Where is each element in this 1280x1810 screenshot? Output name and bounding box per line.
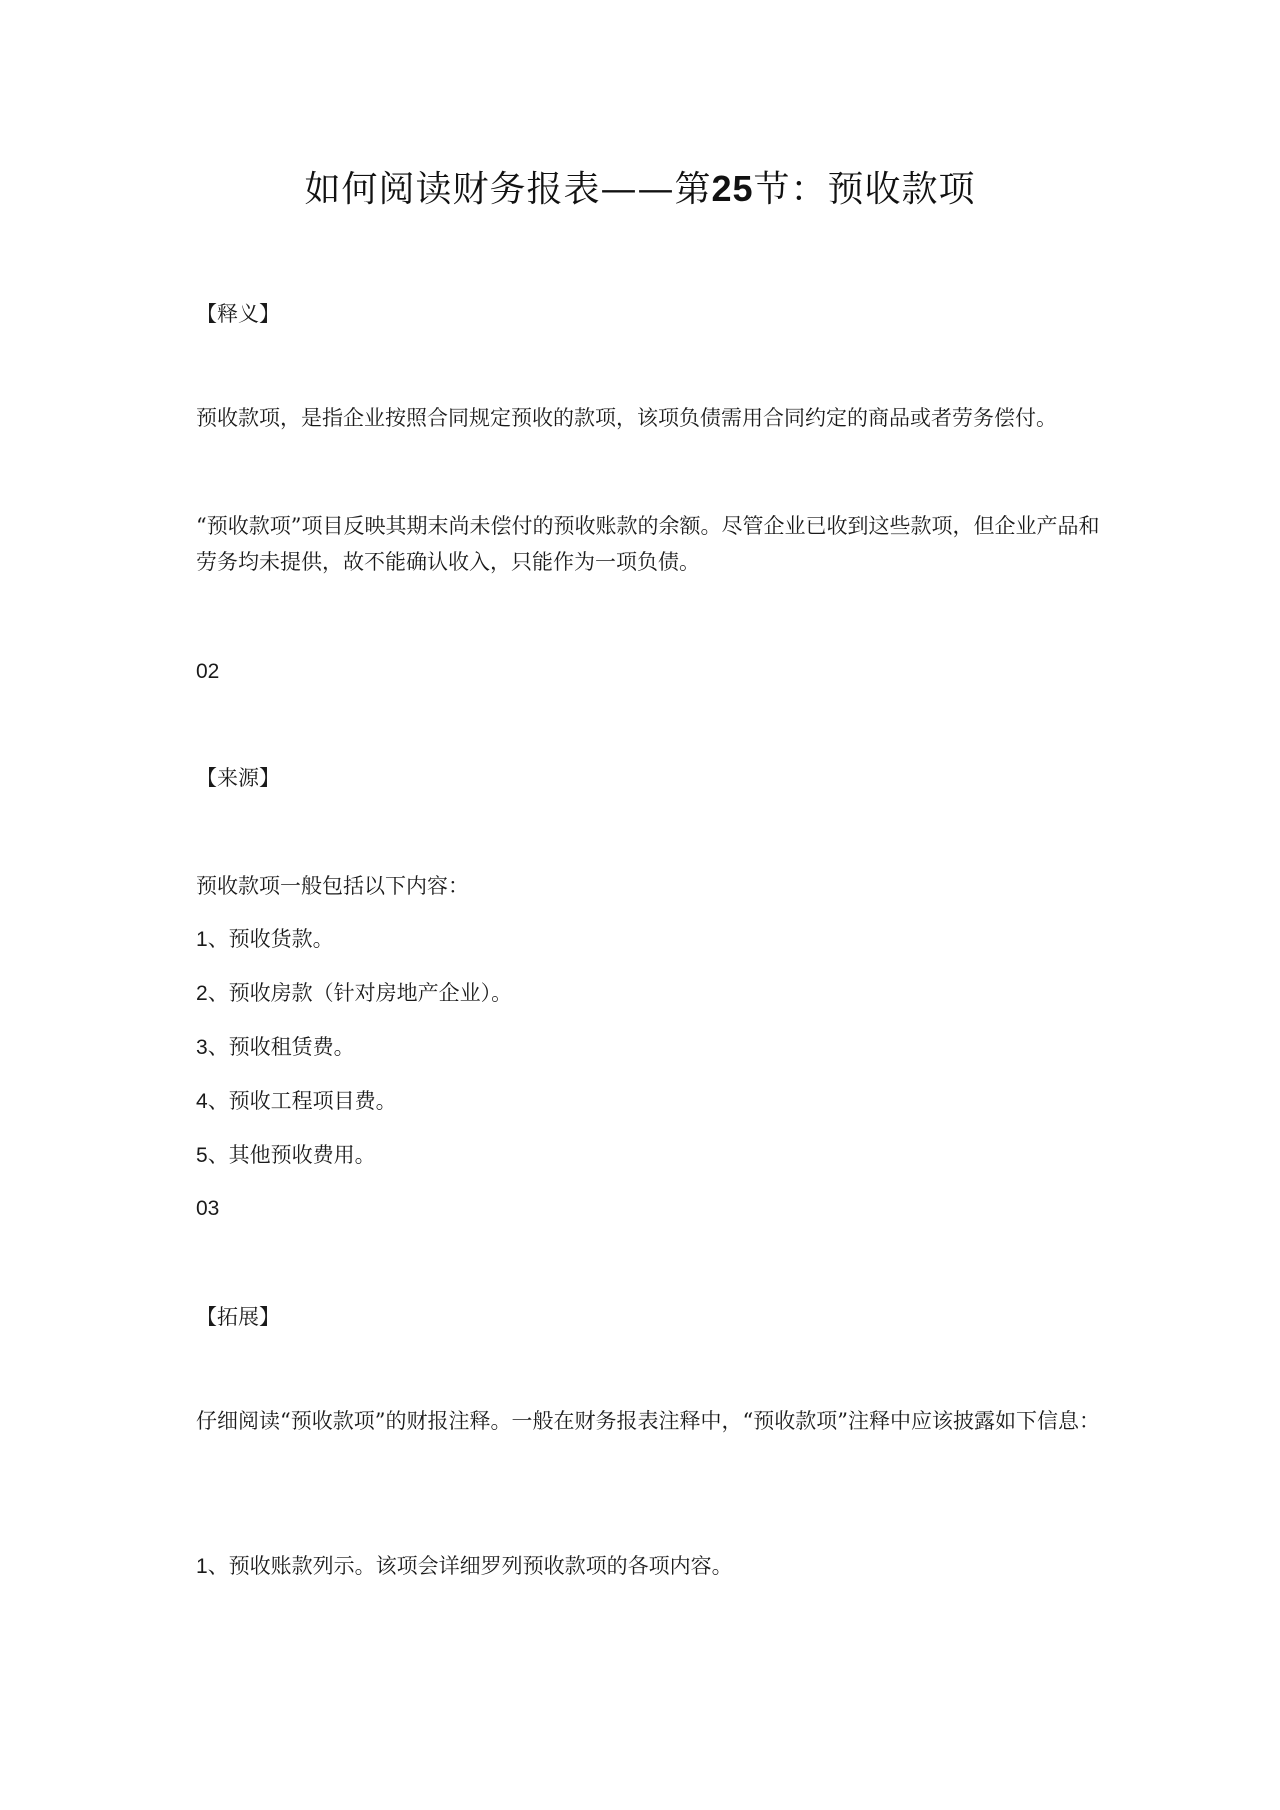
list-item-number: 2 [196,982,208,1005]
list-item [196,1029,1096,1066]
title-prefix: 如何阅读财务报表——第 [304,169,712,210]
title-suffix: 节：预收款项 [753,169,976,210]
list-item [196,921,1096,958]
list-item-number: 1 [196,928,208,951]
list-item-number: 1 [196,1555,208,1578]
section-marker-02: 02 [196,660,220,683]
list-item-number: 4 [196,1090,208,1113]
list-item-text: 、预收货款。 [207,927,334,951]
list-item-text: 、预收房款（针对房地产企业）。 [207,981,513,1005]
section-heading-definition: 【释义】 [196,302,280,326]
definition-paragraph-1: 预收款项，是指企业按照合同规定预收的款项，该项负债需用合同约定的商品或者劳务偿付。 [196,406,1057,430]
list-item [196,1137,1096,1174]
list-item [196,975,1096,1012]
list-item-text: 、预收账款列示。该项会详细罗列预收款项的各项内容。 [207,1554,733,1578]
list-item [196,1548,1096,1585]
section-heading-source: 【来源】 [196,766,280,790]
list-item-text: 、预收工程项目费。 [207,1089,397,1113]
page-title [0,165,1280,214]
section-heading-extension: 【拓展】 [196,1305,280,1329]
extension-paragraph: 仔细阅读“预收款项”的财报注释。一般在财务报表注释中，“预收款项”注释中应该披露如下信息： [196,1409,1100,1433]
source-intro: 预收款项一般包括以下内容： [196,874,469,898]
list-item-number: 5 [196,1144,208,1167]
list-item [196,1083,1096,1120]
list-item-number: 3 [196,1036,208,1059]
list-item-text: 、预收租赁费。 [207,1035,355,1059]
title-number: 25 [711,168,754,209]
definition-paragraph-2: “预收款项”项目反映其期末尚未偿付的预收账款的余额。尽管企业已收到这些款项，但企业产品和劳务均未提供，故不能确认收入，只能作为一项负债。 [196,514,1100,574]
section-marker-03: 03 [196,1197,220,1220]
list-item-text: 、其他预收费用。 [207,1143,376,1167]
